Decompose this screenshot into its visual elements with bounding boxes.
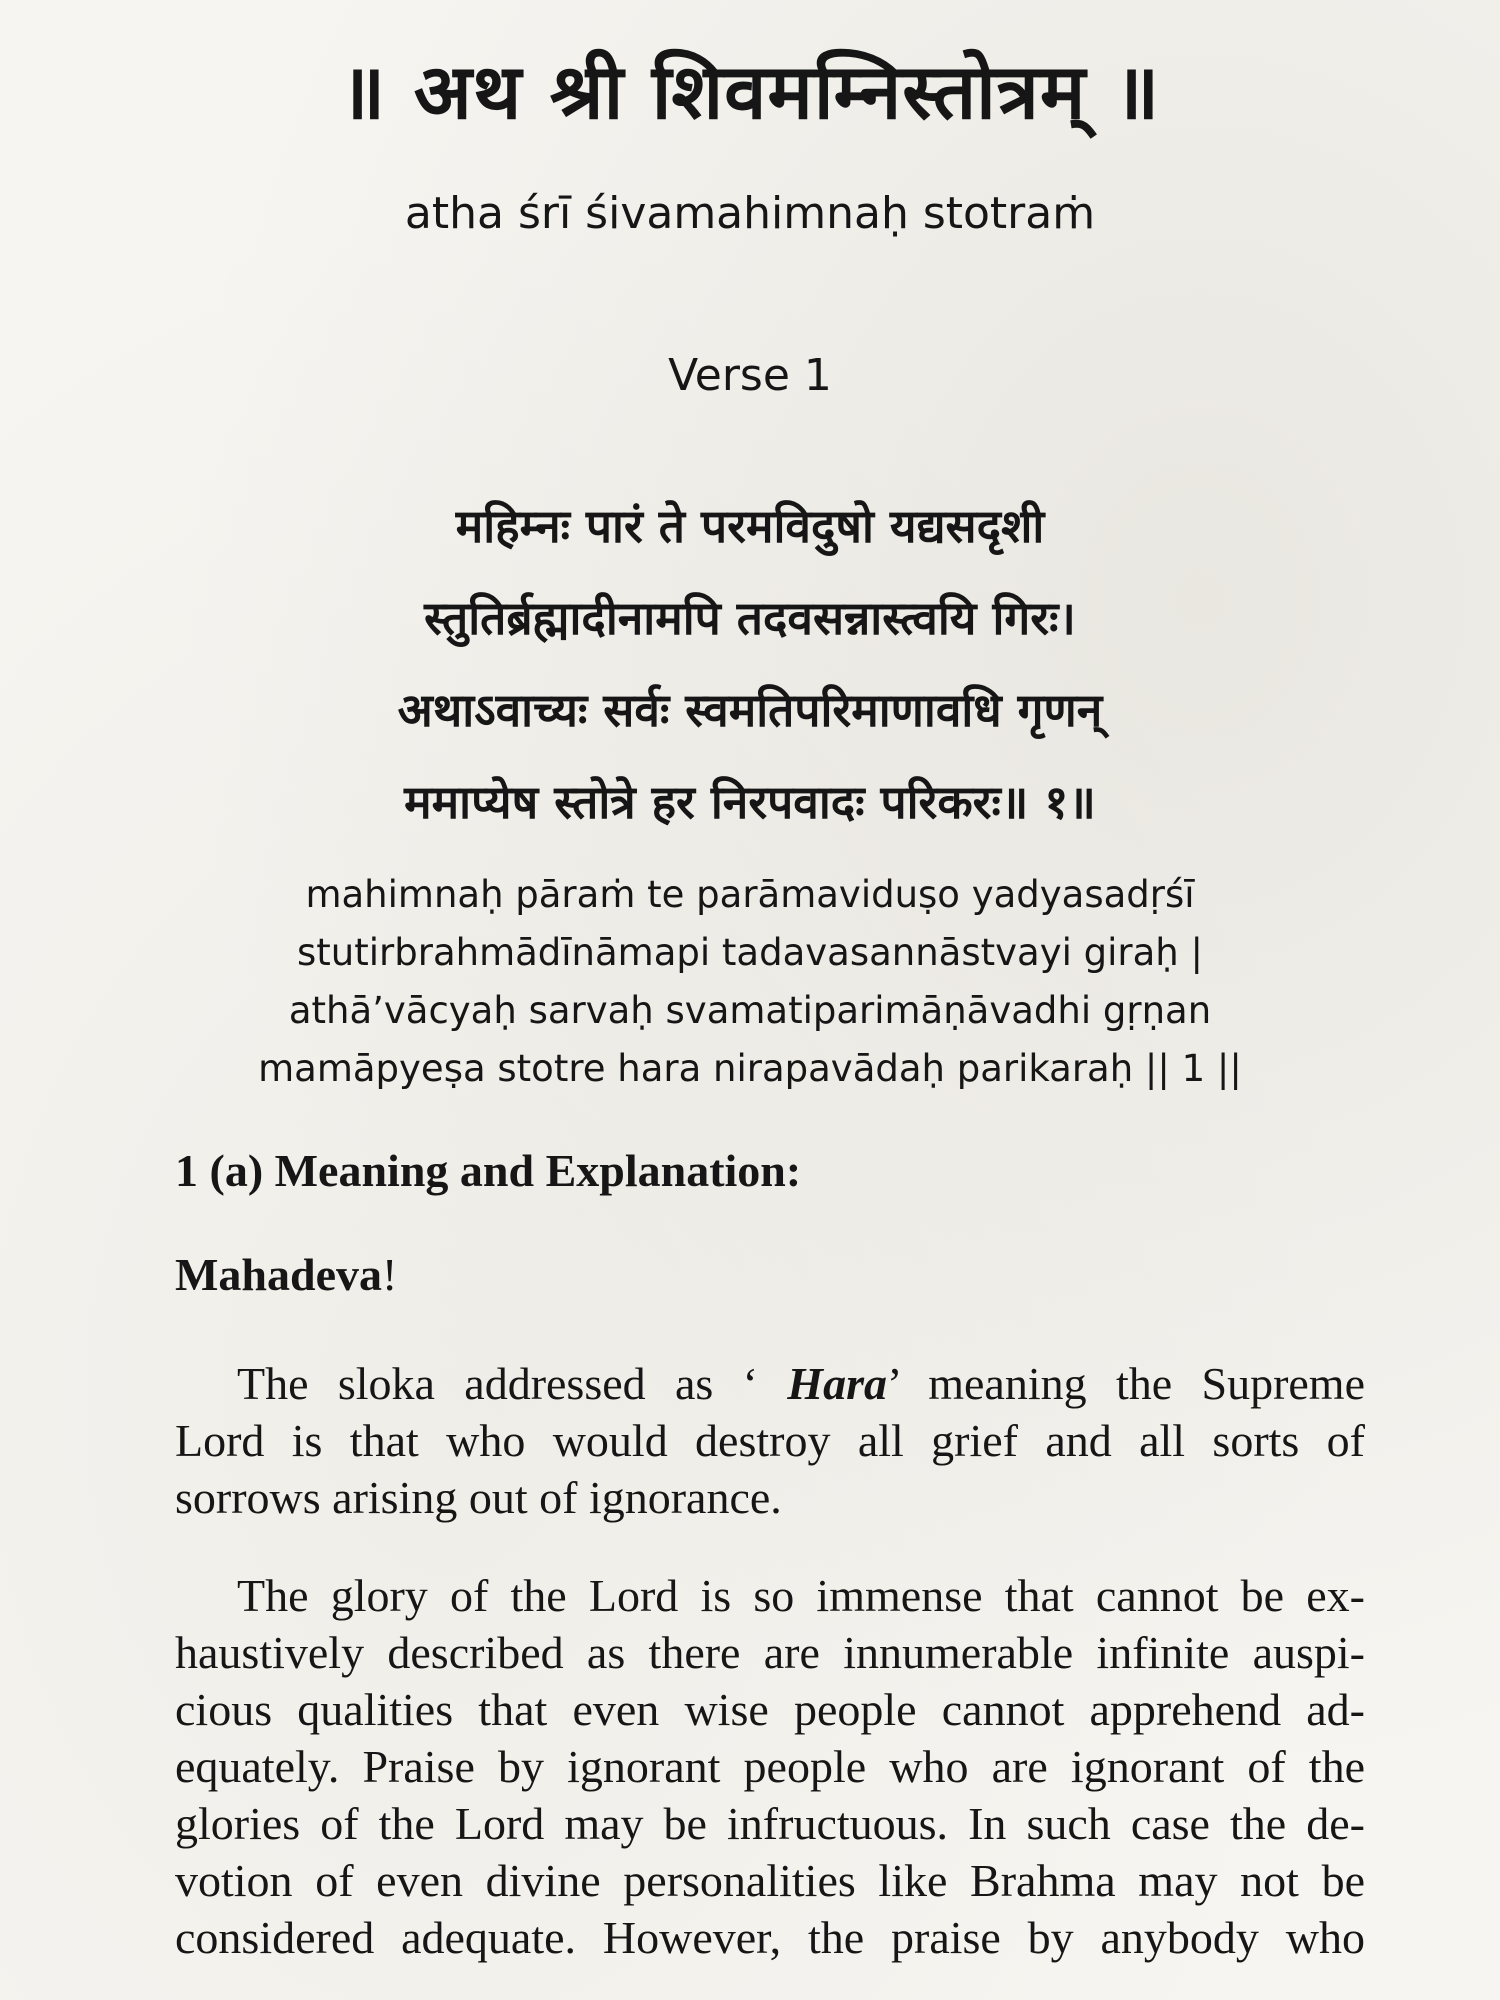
transliterated-verse-line: mahimnaḥ pāraṁ te parāmaviduṣo yadyasadṛśī	[305, 873, 1195, 916]
transliterated-verse-line: athā’vācyaḥ sarvaḥ svamatiparimāṇāvadhi gṛṇan	[288, 989, 1212, 1032]
paragraph-line: sorrows arising out of ignorance.	[175, 1472, 782, 1523]
paragraph-2	[175, 1567, 1365, 1966]
paragraph-line: equately. Praise by ignorant people who are ignorant of the	[175, 1741, 1365, 1792]
address-punct: !	[382, 1249, 398, 1300]
paragraph-1	[175, 1355, 1365, 1526]
paragraph-line: The glory of the Lord is so immense that cannot be ex-	[237, 1570, 1365, 1621]
paragraph-line: considered adequate. However, the praise by anybody who	[175, 1912, 1365, 1963]
hara-term: Hara	[787, 1358, 887, 1409]
devanagari-verse-line: अथाऽवाच्यः सर्वः स्वमतिपरिमाणावधि गृणन्	[397, 683, 1103, 737]
devanagari-verse-line: ममाप्येष स्तोत्रे हर निरपवादः परिकरः॥ १॥	[404, 775, 1096, 829]
paragraph-line: glories of the Lord may be infructuous. In such case the de-	[175, 1798, 1365, 1849]
address-name: Mahadeva	[175, 1249, 382, 1300]
transliterated-verse	[0, 866, 1500, 1098]
paragraph-line: haustively described as there are innumerable infinite auspi-	[175, 1627, 1365, 1678]
transliterated-verse-line: stutirbrahmādīnāmapi tadavasannāstvayi giraḥ |	[297, 931, 1203, 974]
page-title: ॥ अथ श्री शिवमम्निस्तोत्रम् ॥	[339, 47, 1161, 136]
address-line	[175, 1248, 397, 1301]
paragraph-line: Lord is that who would destroy all grief and all sorts of	[175, 1415, 1365, 1466]
paragraph-line: cious qualities that even wise people cannot apprehend ad-	[175, 1684, 1365, 1735]
devanagari-verse-line: स्तुतिर्ब्रह्मादीनामपि तदवसन्नास्त्वयि गिरः।	[424, 591, 1076, 645]
devanagari-verse	[0, 480, 1500, 848]
section-heading: 1 (a) Meaning and Explanation:	[175, 1145, 802, 1196]
paragraph-text: ’ meaning the Supreme	[886, 1358, 1365, 1409]
verse-heading: Verse 1	[668, 350, 832, 401]
paragraph-line	[175, 1355, 1365, 1412]
devanagari-verse-line: महिम्नः पारं ते परमविदुषो यद्यसदृशी	[455, 499, 1045, 553]
title-transliteration: atha śrī śivamahimnaḥ stotraṁ	[404, 188, 1096, 239]
paragraph-line: votion of even divine personalities like Brahma may not be	[175, 1855, 1365, 1906]
transliterated-verse-line: mamāpyeṣa stotre hara nirapavādaḥ parikaraḥ || 1 ||	[258, 1047, 1242, 1090]
paragraph-text: The sloka addressed as ‘	[237, 1358, 788, 1409]
